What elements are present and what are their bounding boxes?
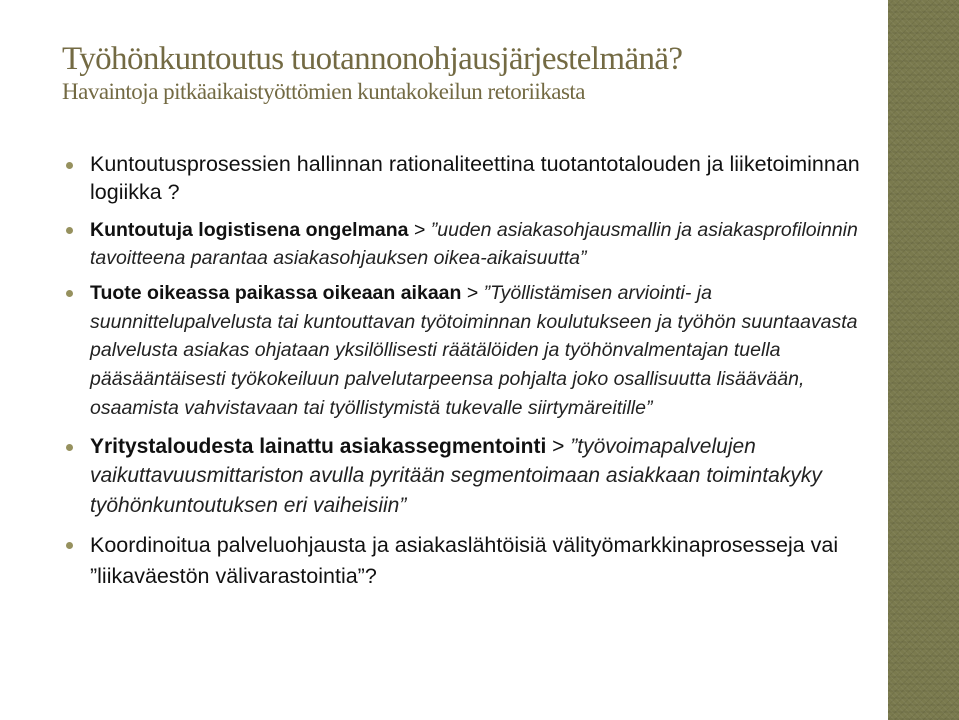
bullet-item-3 bbox=[66, 279, 871, 423]
slide-title: Työhönkuntoutus tuotannonohjausjärjestelmänä? bbox=[62, 41, 683, 77]
bullet-item-2 bbox=[66, 216, 871, 272]
bullet-quote: ”työvoimapalvelujen vaikuttavuusmittariston avulla pyritään segmentoimaan asiakkaan toimintakyky työhönkuntoutuksen eri vaiheisiin” bbox=[90, 434, 822, 517]
bullet-dot-icon bbox=[66, 227, 73, 234]
bullet-item-5 bbox=[66, 530, 871, 592]
bullet-heading: Kuntoutuja logistisena ongelmana bbox=[90, 219, 409, 241]
bullet-quote: ”Työllistämisen arviointi- ja suunnittelupalvelusta tai kuntouttavan työtoiminnan koulutukseen ja työhön suuntaavasta palvelusta asiakas ohjataan yksilöllisesti räätälöiden ja työhönvalmentajan tuella pääsääntäisesti työkokeiluun palvelutarpeensa pohjalta joko osallisuutta lisäävään, osaamista vahvistavaan tai työllistymistä tukevalle siirtymäreitille” bbox=[90, 282, 858, 419]
bullet-text: Koordinoitua palveluohjausta ja asiakaslähtöisiä välityömarkkinaprosesseja vai ”liikaväestön välivarastointia”? bbox=[90, 533, 839, 589]
bullet-separator: > bbox=[408, 219, 431, 241]
bullet-text: Kuntoutusprosessien hallinnan rationaliteettina tuotantotalouden ja liiketoiminnan logiikka ? bbox=[90, 152, 860, 204]
bullet-separator: > bbox=[461, 282, 484, 304]
bullet-item-4 bbox=[66, 432, 871, 521]
bullet-list bbox=[66, 150, 871, 592]
bullet-dot-icon bbox=[66, 162, 73, 169]
bullet-quote: ”uuden asiakasohjausmallin ja asiakasprofiloinnin tavoitteena parantaa asiakasohjauksen oikea-aikaisuutta” bbox=[90, 219, 858, 269]
slide-subtitle: Havaintoja pitkäaikaistyöttömien kuntakokeilun retoriikasta bbox=[62, 79, 585, 104]
bullet-dot-icon bbox=[66, 290, 73, 297]
bullet-separator: > bbox=[546, 434, 571, 458]
bullet-dot-icon bbox=[66, 444, 73, 451]
decorative-sidebar bbox=[888, 0, 959, 720]
bullet-heading: Yritystaloudesta lainattu asiakassegmentointi bbox=[90, 434, 547, 458]
bullet-item-1 bbox=[66, 150, 871, 206]
bullet-heading: Tuote oikeassa paikassa oikeaan aikaan bbox=[90, 282, 462, 304]
title-block bbox=[62, 40, 872, 106]
bullet-dot-icon bbox=[66, 542, 73, 549]
